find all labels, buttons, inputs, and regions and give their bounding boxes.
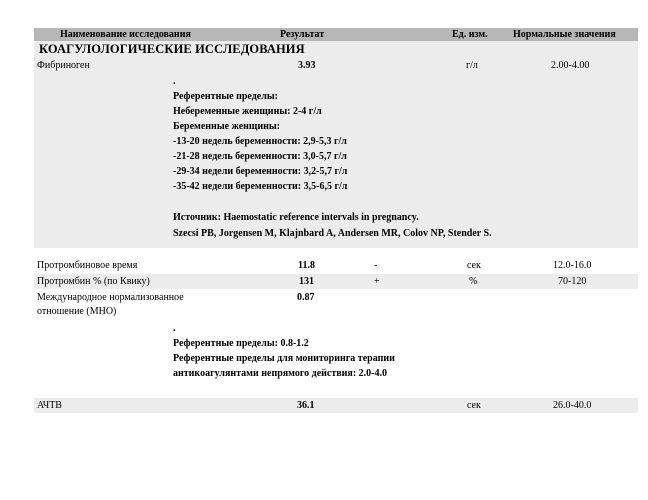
fibrinogen-note-line: -21-28 недель беременности: 3,0-5,7 г/л bbox=[173, 151, 347, 162]
inr-note-line1: Референтные пределы: 0.8-1.2 bbox=[173, 338, 309, 349]
header-normal: Нормальные значения bbox=[513, 29, 616, 40]
pt-name: Протромбиновое время bbox=[37, 260, 138, 271]
fibrinogen-note-line: -29-34 недели беременности: 3,2-5,7 г/л bbox=[173, 166, 348, 177]
inr-result: 0.87 bbox=[297, 292, 315, 303]
fibrinogen-note-dot: . bbox=[173, 76, 176, 87]
inr-note-line2: Референтные пределы для мониторинга терапии bbox=[173, 353, 395, 364]
fibrinogen-note-line: Небеременные женщины: 2-4 г/л bbox=[173, 106, 322, 117]
fibrinogen-unit: г/л bbox=[466, 60, 478, 71]
inr-name-line1: Международное нормализованное bbox=[37, 292, 184, 303]
header-name: Наименование исследования bbox=[60, 29, 191, 40]
aptt-normal: 26.0-40.0 bbox=[553, 400, 592, 411]
pt-result: 11.8 bbox=[298, 260, 315, 271]
quick-name: Протромбин % (по Квику) bbox=[37, 276, 150, 287]
pt-normal: 12.0-16.0 bbox=[553, 260, 592, 271]
section-title: КОАГУЛОЛОГИЧЕСКИЕ ИССЛЕДОВАНИЯ bbox=[39, 42, 305, 56]
fibrinogen-result: 3.93 bbox=[298, 60, 316, 71]
quick-unit: % bbox=[469, 276, 478, 287]
aptt-name: АЧТВ bbox=[37, 400, 62, 411]
fibrinogen-source-line2: Szecsi PB, Jorgensen M, Klajnbard A, Andersen MR, Colov NP, Stender S. bbox=[173, 228, 492, 239]
fibrinogen-source-line1: Источник: Haemostatic reference intervals in pregnancy. bbox=[173, 212, 419, 223]
fibrinogen-note-line: -13-20 недель беременности: 2,9-5,3 г/л bbox=[173, 136, 347, 147]
pt-unit: сек bbox=[467, 260, 481, 271]
quick-flag: + bbox=[374, 276, 380, 287]
table-header bbox=[34, 28, 638, 41]
header-unit: Ед. изм. bbox=[452, 29, 488, 40]
quick-result: 131 bbox=[299, 276, 314, 287]
fibrinogen-note-line: Референтные пределы: bbox=[173, 91, 278, 102]
inr-name-line2: отношение (МНО) bbox=[37, 306, 117, 317]
fibrinogen-normal: 2.00-4.00 bbox=[551, 60, 590, 71]
aptt-row-bg bbox=[34, 398, 638, 413]
inr-note-line3: антикоагулянтами непрямого действия: 2.0-4.0 bbox=[173, 368, 387, 379]
header-result: Результат bbox=[280, 29, 325, 40]
aptt-result: 36.1 bbox=[297, 400, 315, 411]
aptt-unit: сек bbox=[467, 400, 481, 411]
fibrinogen-note-line: Беременные женщины: bbox=[173, 121, 280, 132]
fibrinogen-note-line: -35-42 недели беременности: 3,5-6,5 г/л bbox=[173, 181, 348, 192]
inr-note-dot: . bbox=[173, 323, 176, 334]
quick-normal: 70-120 bbox=[558, 276, 587, 287]
fibrinogen-name: Фибриноген bbox=[37, 60, 90, 71]
pt-flag: - bbox=[374, 260, 378, 271]
section-title-bar bbox=[34, 41, 638, 58]
